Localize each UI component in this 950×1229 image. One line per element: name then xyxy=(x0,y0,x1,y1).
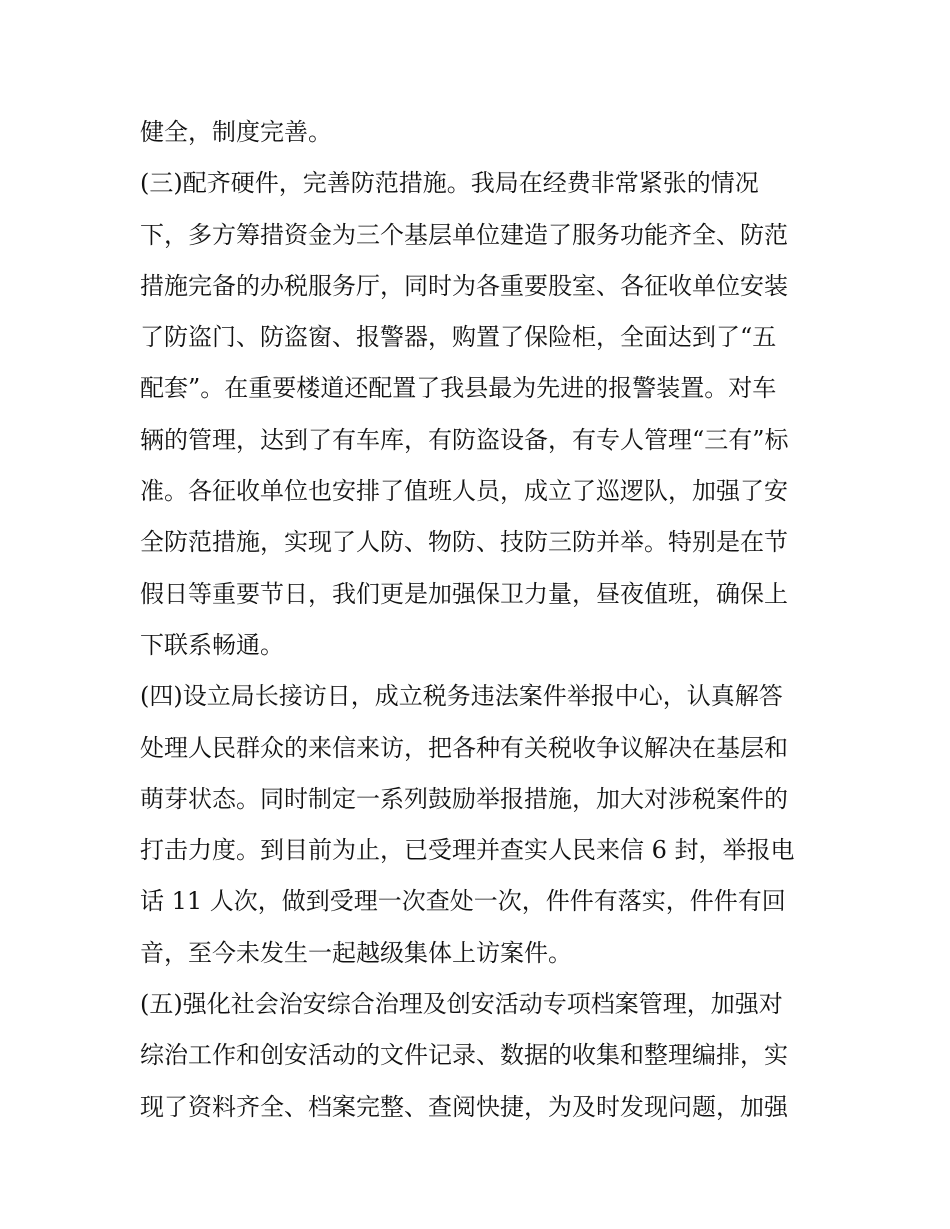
text-line: (四)设立局长接访日，成立税务违法案件举报中心，认真解答 xyxy=(140,682,783,711)
text-line: 措施完备的办税服务厅，同时为各重要股室、各征收单位安装 xyxy=(140,271,788,300)
text-line: 了防盗门、防盗窗、报警器，购置了保险柜，全面达到了“五 xyxy=(140,323,777,352)
text-line: (三)配齐硬件，完善防范措施。我局在经费非常紧张的情况 xyxy=(140,169,759,198)
text-line: 下联系畅通。 xyxy=(140,630,284,659)
text-line: 综治工作和创安活动的文件记录、数据的收集和整理编排，实 xyxy=(140,1041,788,1070)
text-line: 现了资料齐全、档案完整、查阅快捷，为及时发现问题，加强 xyxy=(140,1092,788,1121)
text-line: 假日等重要节日，我们更是加强保卫力量，昼夜值班，确保上 xyxy=(140,579,788,608)
document-body xyxy=(140,107,830,1133)
text-line: 健全，制度完善。 xyxy=(140,118,332,146)
text-line: 音，至今未发生一起越级集体上访案件。 xyxy=(140,938,572,967)
text-line: 下，多方筹措资金为三个基层单位建造了服务功能齐全、防范 xyxy=(140,220,788,249)
text-line: 配套”。在重要楼道还配置了我县最为先进的报警装置。对车 xyxy=(140,374,777,403)
text-line: (五)强化社会治安综合治理及创安活动专项档案管理，加强对 xyxy=(140,990,783,1019)
text-line: 话 11 人次，做到受理一次查处一次，件件有落实，件件有回 xyxy=(140,887,786,916)
text-line: 打击力度。到目前为止，已受理并查实人民来信 6 封，举报电 xyxy=(140,836,795,865)
text-line: 辆的管理，达到了有车库，有防盗设备，有专人管理“三有”标 xyxy=(140,425,789,454)
text-line: 准。各征收单位也安排了值班人员，成立了巡逻队，加强了安 xyxy=(140,477,788,506)
text-line: 处理人民群众的来信来访，把各种有关税收争议解决在基层和 xyxy=(140,733,788,762)
text-line: 萌芽状态。同时制定一系列鼓励举报措施，加大对涉税案件的 xyxy=(140,784,788,813)
text-line: 全防范措施，实现了人防、物防、技防三防并举。特别是在节 xyxy=(140,528,788,557)
